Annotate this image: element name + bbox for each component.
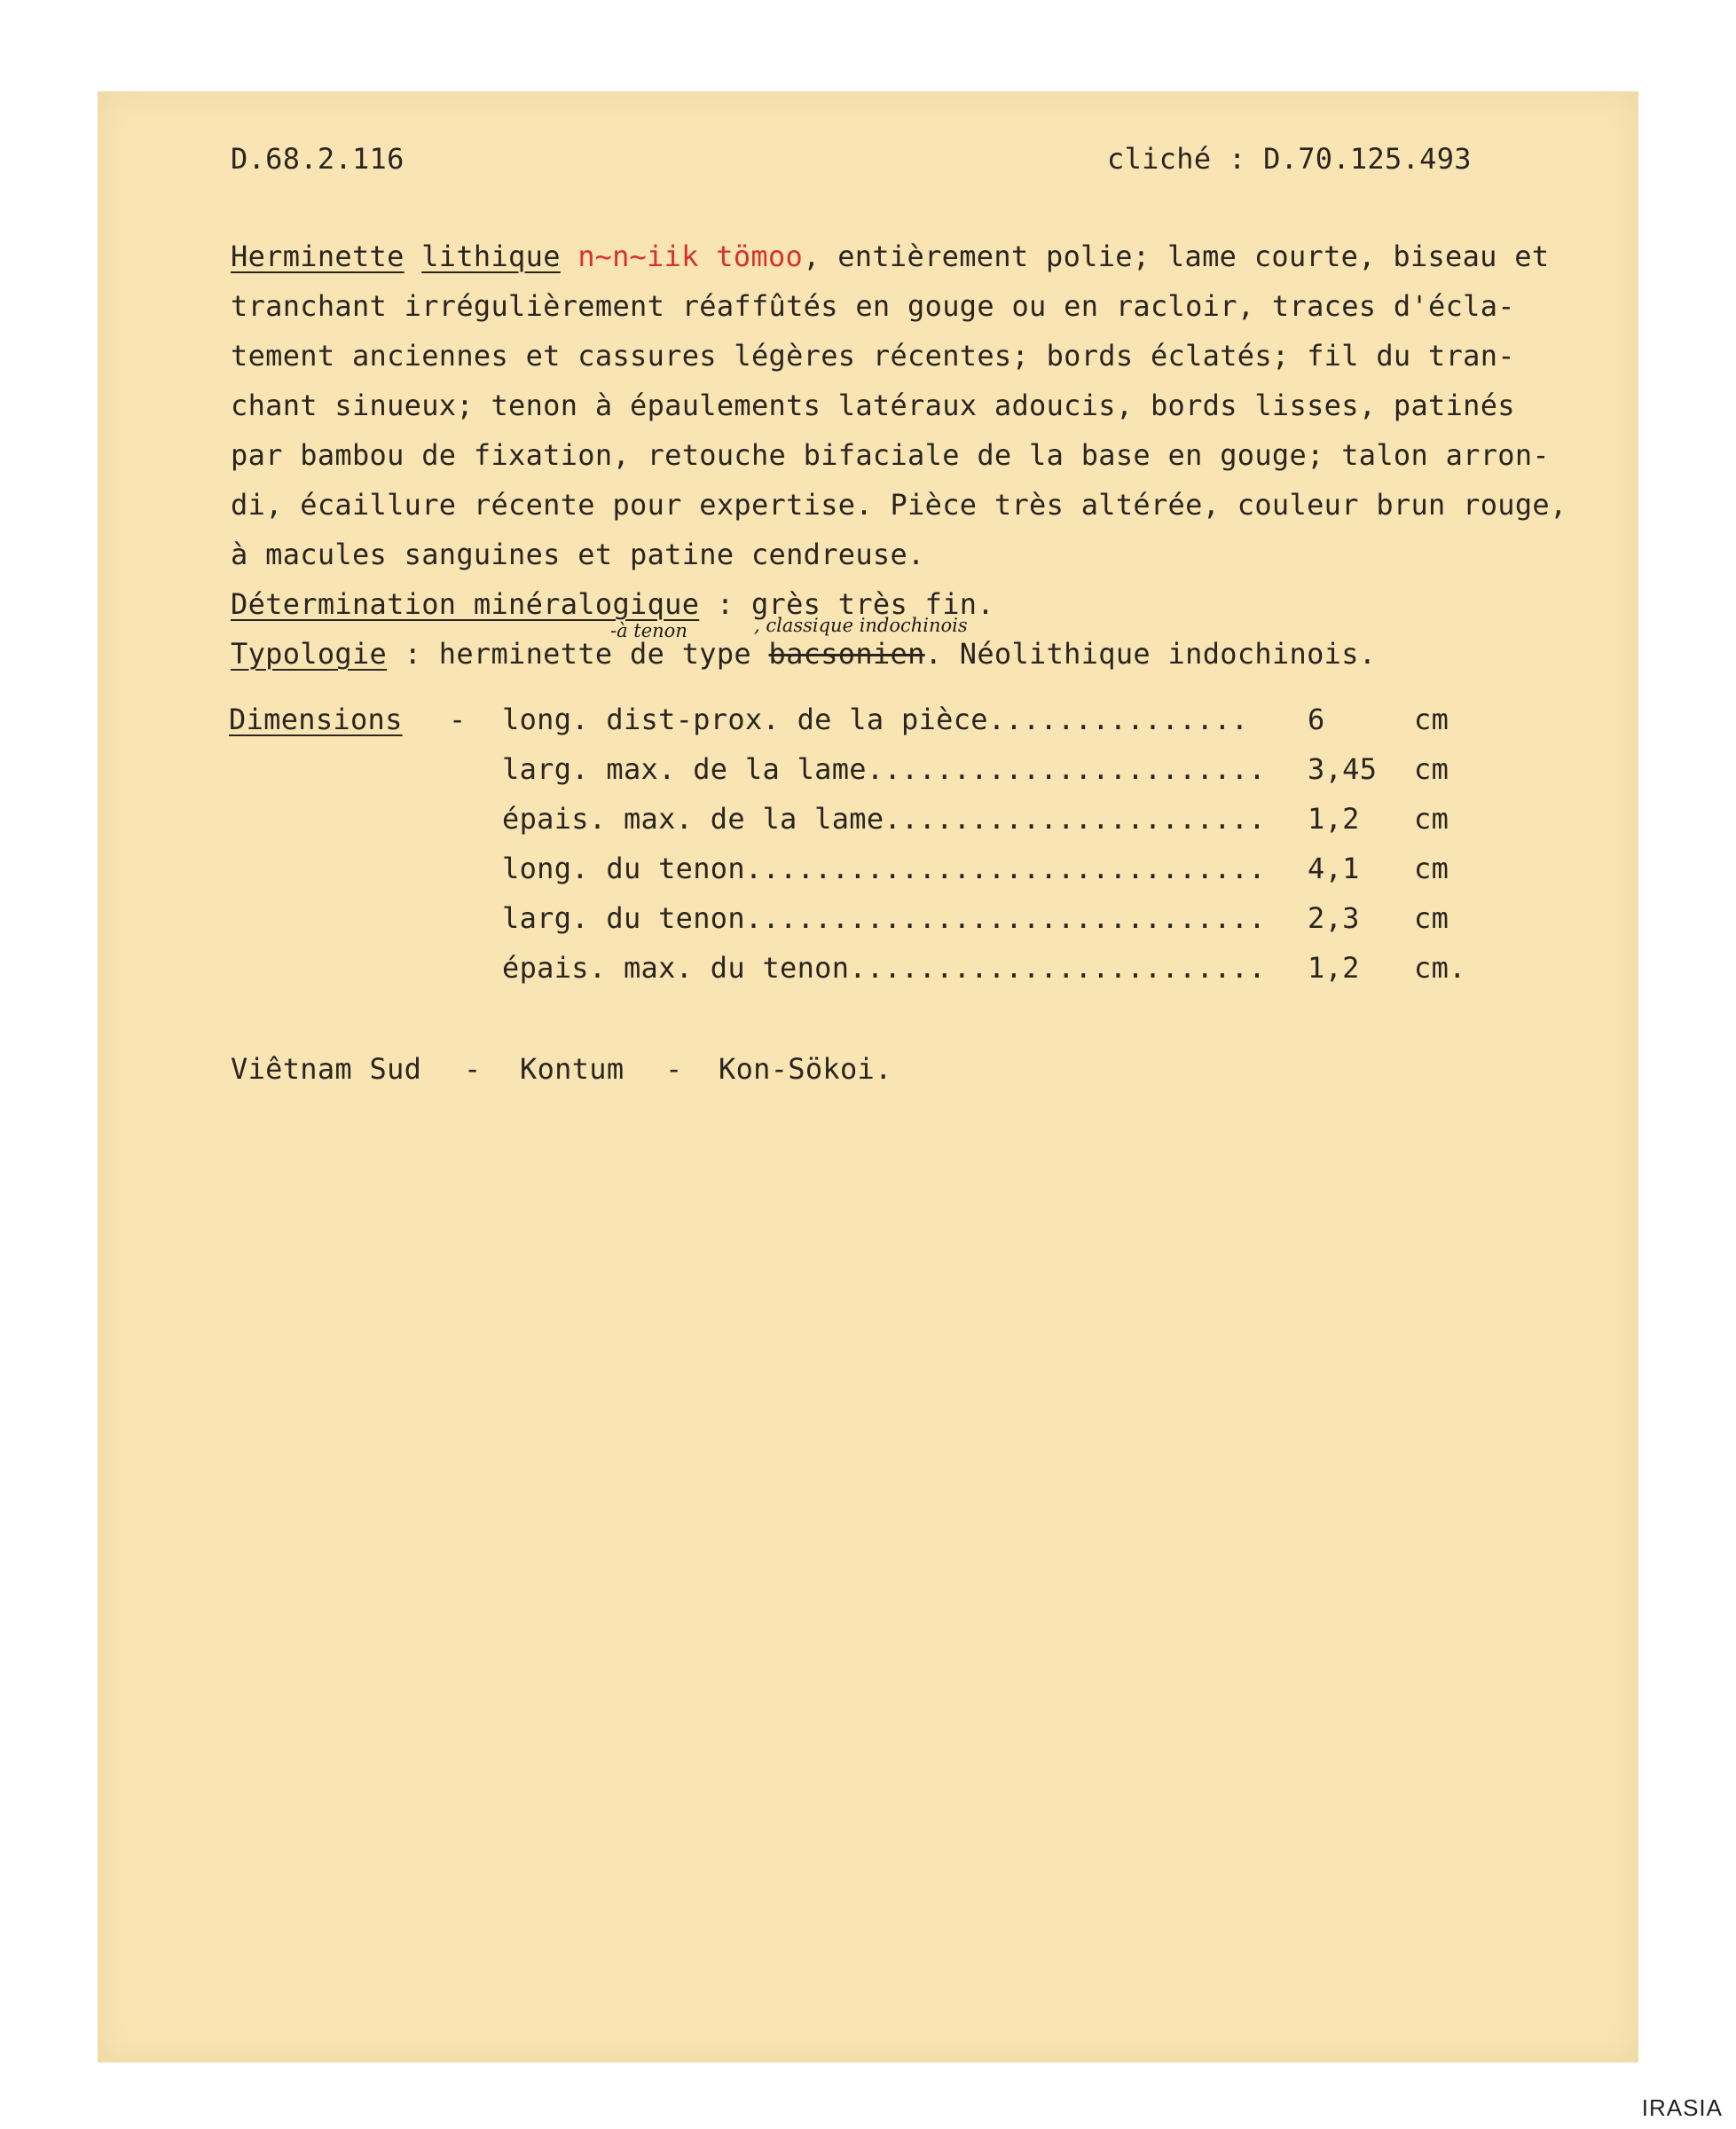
dimension-unit: cm [1414,852,1449,885]
description-line-7: à macules sanguines et patine cendreuse. [231,538,925,571]
dimension-unit: cm. [1414,951,1466,985]
dimension-value: 3,45 [1308,752,1378,786]
inventory-number: D.68.2.116 [231,142,405,176]
location-country: Viêtnam Sud [231,1052,422,1086]
dimension-value: 2,3 [1308,901,1360,935]
cliche-number: cliché : D.70.125.493 [1107,142,1472,176]
dimensions-dash: - [449,703,467,736]
dimension-unit: cm [1414,752,1449,786]
dimension-label: larg. du tenon.............................. [502,901,1266,935]
location-separator: - [665,1052,683,1086]
description-line-1-rest: , entièrement polie; lame courte, biseau et [803,240,1550,273]
location-province: Kontum [520,1052,624,1086]
dimension-label: long. du tenon.............................. [502,852,1266,885]
dimension-unit: cm [1414,802,1449,836]
index-card [98,91,1638,2062]
handwritten-note-tenon: -à tenon [610,620,687,641]
dimension-label: épais. max. du tenon........................ [502,951,1266,985]
description-line-5: par bambou de fixation, retouche bifaciale de la base en gouge; talon arron- [231,438,1550,472]
watermark: IRASIA [1641,2094,1723,2121]
dimension-label: long. dist-prox. de la pièce............... [502,703,1249,736]
dimension-value: 6 [1308,703,1325,736]
description-line-4: chant sinueux; tenon à épaulements latéraux adoucis, bords lisses, patinés [231,389,1515,422]
description-line-2: tranchant irrégulièrement réaffûtés en gouge ou en racloir, traces d'écla- [231,289,1515,323]
typologie-struck-word: bacsonien [768,637,925,671]
dimension-value: 1,2 [1308,802,1360,836]
dimension-value: 1,2 [1308,951,1360,985]
object-type: Herminette [231,240,405,273]
dimension-value: 4,1 [1308,852,1360,885]
local-name: n̴n̴iik tömoo [577,240,804,273]
typologie-line [231,637,1377,671]
description-line-3: tement anciennes et cassures légères récentes; bords éclatés; fil du tran- [231,339,1515,373]
typologie-text-after: . Néolithique indochinois. [924,637,1377,671]
location-site: Kon-Sökoi. [719,1052,892,1086]
location-separator: - [464,1052,482,1086]
dimension-unit: cm [1414,901,1449,935]
dimension-label: épais. max. de la lame...................... [502,802,1266,836]
object-material: lithique [421,240,561,273]
determination-label: Détermination minéralogique [231,587,700,621]
dimensions-label [229,705,403,734]
typologie-label: Typologie [231,637,388,671]
dimension-label: larg. max. de la lame....................... [502,752,1266,786]
dimension-unit: cm [1414,703,1449,736]
description-line-1 [231,242,1549,271]
typologie-text-before: : herminette de type [387,637,769,671]
description-line-6: di, écaillure récente pour expertise. Pièce très altérée, couleur brun rouge, [231,488,1567,522]
determination-value: : grès très fin. [699,587,994,621]
handwritten-note-classique: , classique indochinois [754,615,968,636]
dimensions-label-text: Dimensions [229,703,403,736]
